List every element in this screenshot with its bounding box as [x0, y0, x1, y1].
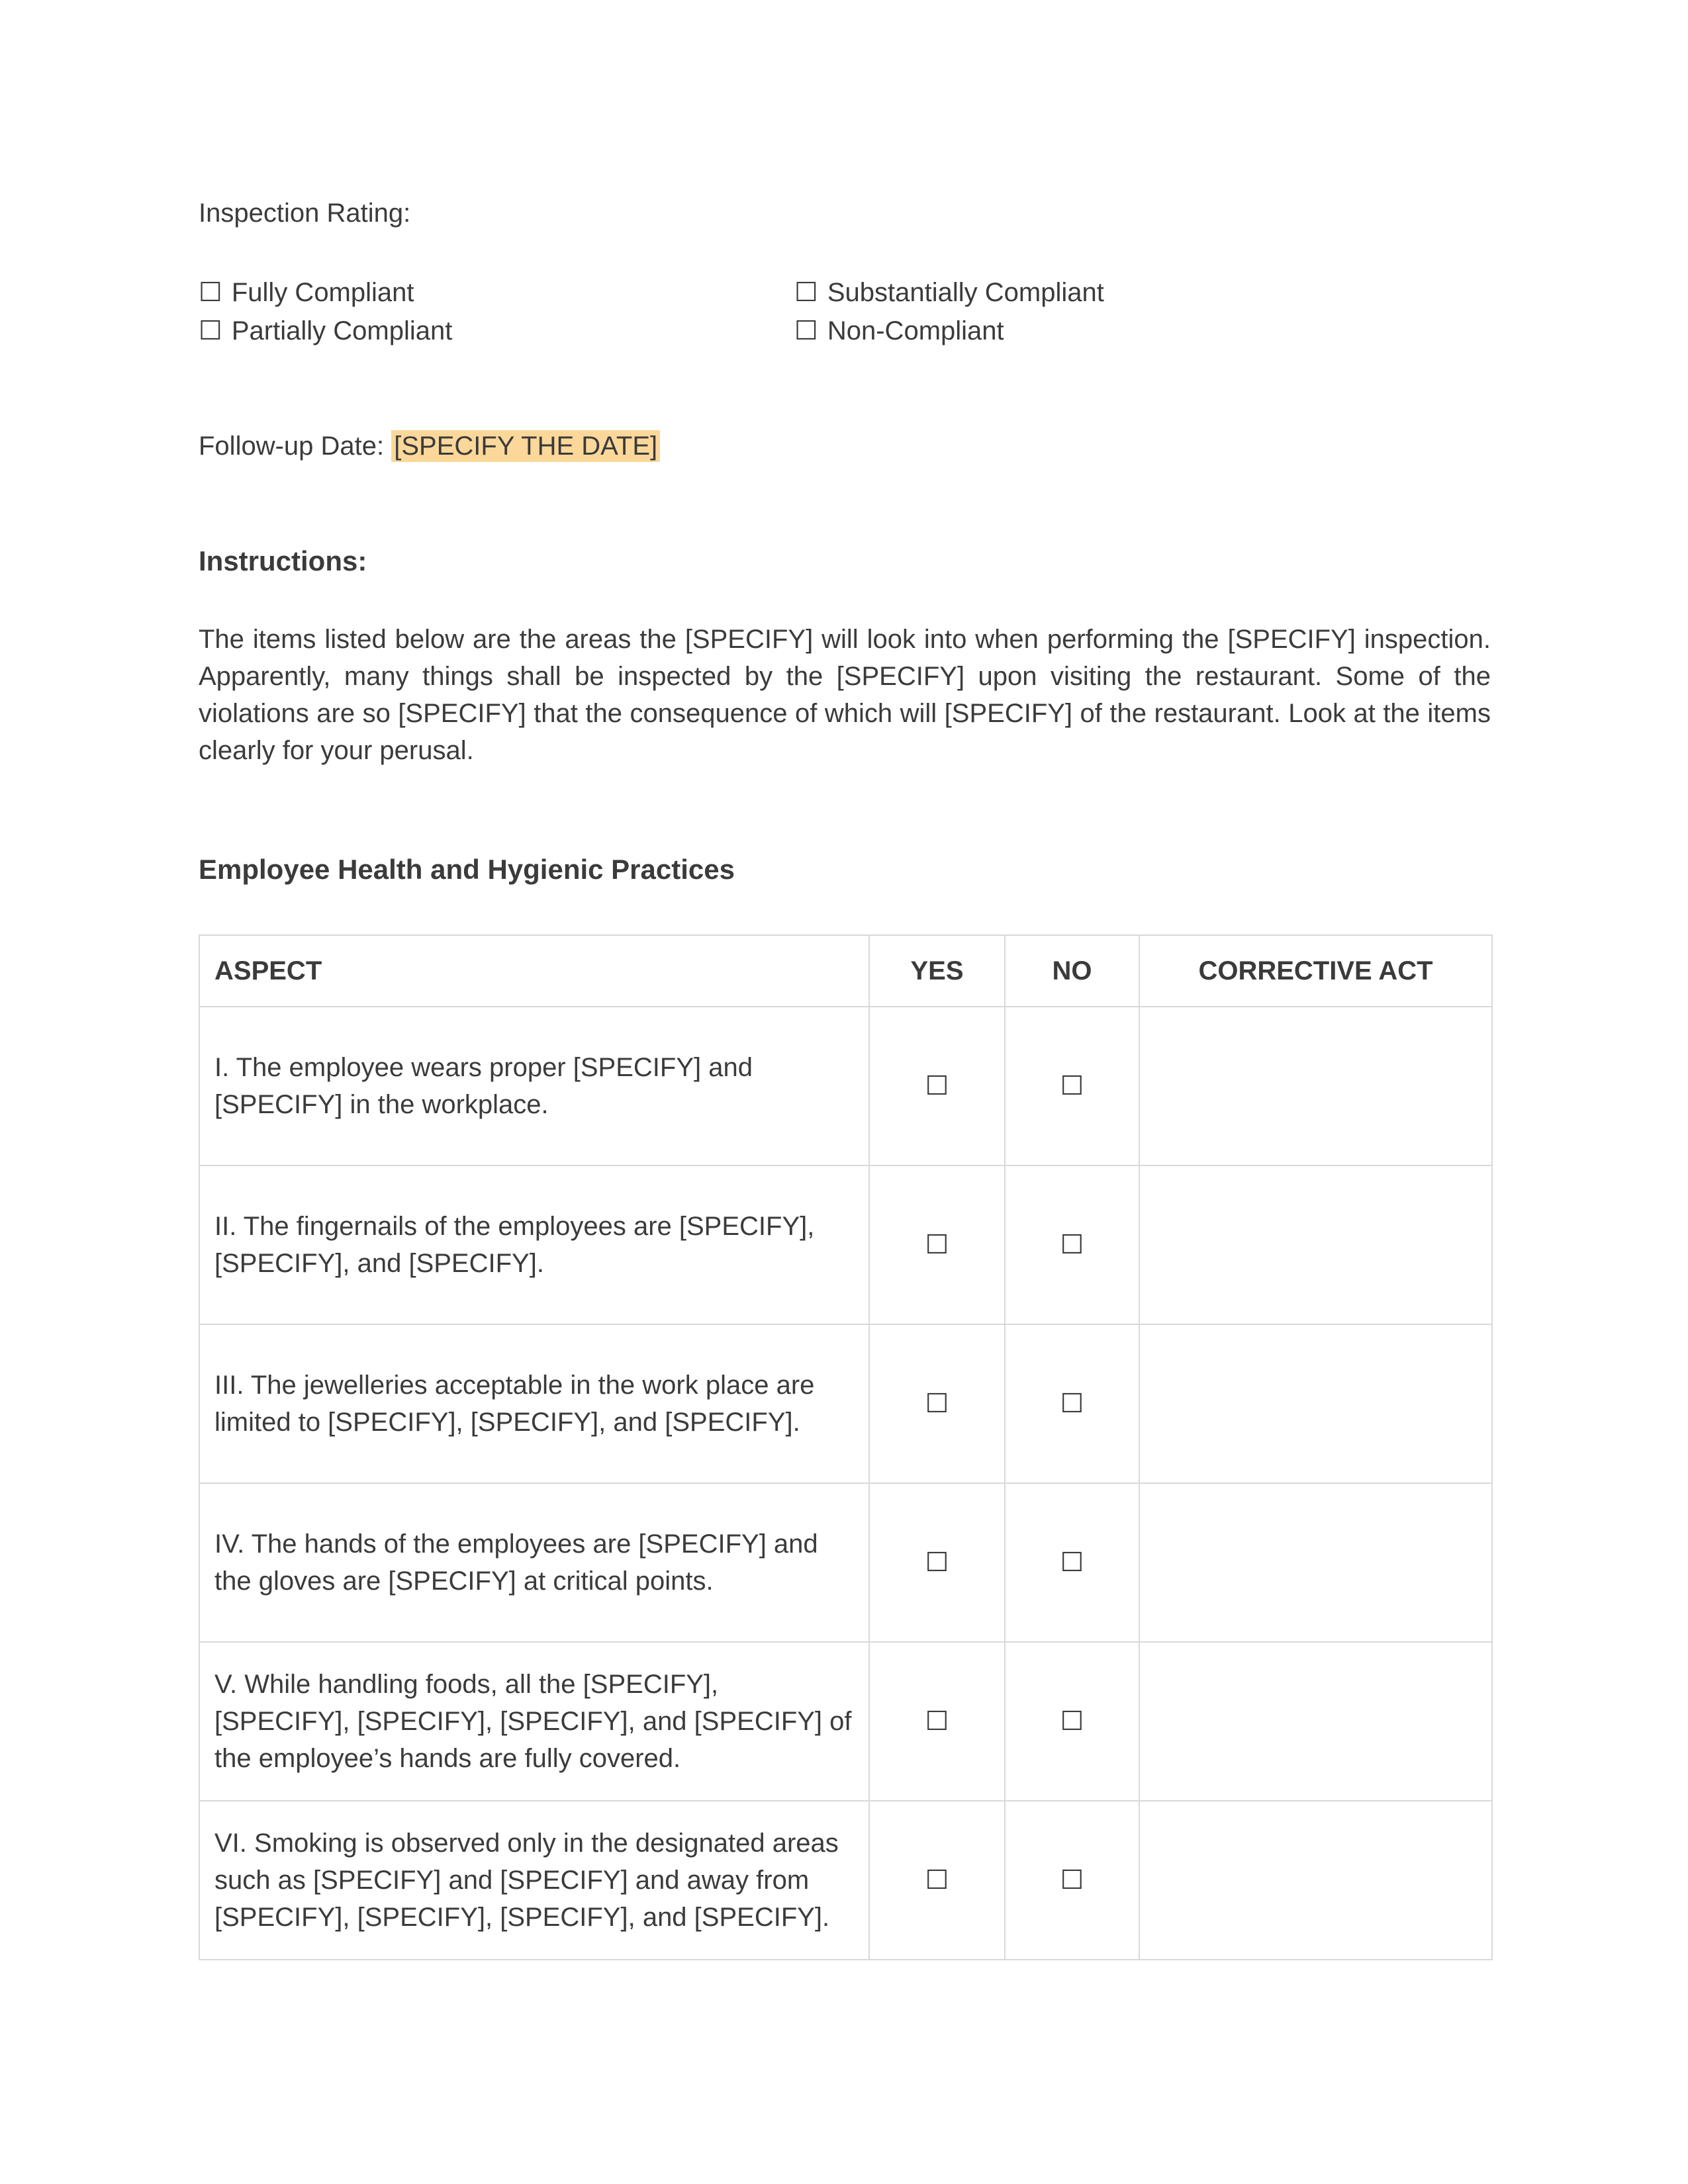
- inspection-rating-label: Inspection Rating:: [199, 199, 411, 228]
- corrective-act-cell[interactable]: [1139, 1801, 1492, 1960]
- rating-option-label: Fully Compliant: [231, 277, 414, 307]
- table-row: [199, 1324, 1492, 1483]
- checkbox-icon[interactable]: ☐: [199, 316, 222, 346]
- table-row: [199, 1007, 1492, 1165]
- table-row: [199, 1801, 1492, 1960]
- table-header-row: [199, 935, 1492, 1007]
- yes-checkbox[interactable]: ☐: [869, 1007, 1005, 1165]
- no-checkbox[interactable]: ☐: [1005, 1324, 1139, 1483]
- followup-date-placeholder[interactable]: [SPECIFY THE DATE]: [391, 430, 660, 462]
- rating-options: [199, 273, 1491, 353]
- aspect-cell: V. While handling foods, all the [SPECIFY], [SPECIFY], [SPECIFY], [SPECIFY], and [SPECIFY] of the employee’s hands are fully covered.: [199, 1642, 869, 1801]
- yes-checkbox[interactable]: ☐: [869, 1642, 1005, 1801]
- aspect-cell: IV. The hands of the employees are [SPECIFY] and the gloves are [SPECIFY] at critical points.: [199, 1483, 869, 1642]
- checkbox-icon[interactable]: ☐: [794, 277, 818, 308]
- rating-option-fully-compliant[interactable]: [199, 273, 414, 312]
- corrective-act-cell[interactable]: [1139, 1324, 1492, 1483]
- aspect-cell: II. The fingernails of the employees are [SPECIFY], [SPECIFY], and [SPECIFY].: [199, 1165, 869, 1324]
- instructions-heading: Instructions:: [199, 545, 367, 576]
- checklist-table: [199, 934, 1493, 1960]
- yes-checkbox[interactable]: ☐: [869, 1483, 1005, 1642]
- corrective-act-cell[interactable]: [1139, 1165, 1492, 1324]
- aspect-cell: VI. Smoking is observed only in the designated areas such as [SPECIFY] and [SPECIFY] and away from [SPECIFY], [SPECIFY], [SPECIFY], and [SPECIFY].: [199, 1801, 869, 1960]
- section-heading: Employee Health and Hygienic Practices: [199, 854, 735, 885]
- table-row: [199, 1165, 1492, 1324]
- yes-checkbox[interactable]: ☐: [869, 1165, 1005, 1324]
- corrective-act-cell[interactable]: [1139, 1007, 1492, 1165]
- rating-option-substantially-compliant[interactable]: [794, 273, 1104, 312]
- rating-option-partially-compliant[interactable]: [199, 312, 452, 350]
- header-corrective-act: CORRECTIVE ACT: [1139, 935, 1492, 1007]
- yes-checkbox[interactable]: ☐: [869, 1324, 1005, 1483]
- yes-checkbox[interactable]: ☐: [869, 1801, 1005, 1960]
- table-row: [199, 1483, 1492, 1642]
- rating-option-label: Partially Compliant: [231, 316, 453, 345]
- no-checkbox[interactable]: ☐: [1005, 1642, 1139, 1801]
- instructions-paragraph: The items listed below are the areas the [SPECIFY] will look into when performing the [SPECIFY] inspection. Apparently, many things shall be inspected by the [SPECIFY] upon visiting the restaurant. Some of the violations are so [SPECIFY] that the consequence of which will [SPECIFY] of the restaurant. Look at the items clearly for your perusal.: [199, 625, 1491, 765]
- header-no: NO: [1005, 935, 1139, 1007]
- corrective-act-cell[interactable]: [1139, 1483, 1492, 1642]
- no-checkbox[interactable]: ☐: [1005, 1483, 1139, 1642]
- checkbox-icon[interactable]: ☐: [794, 316, 818, 346]
- header-aspect: ASPECT: [199, 935, 869, 1007]
- corrective-act-cell[interactable]: [1139, 1642, 1492, 1801]
- aspect-cell: I. The employee wears proper [SPECIFY] and [SPECIFY] in the workplace.: [199, 1007, 869, 1165]
- no-checkbox[interactable]: ☐: [1005, 1165, 1139, 1324]
- rating-option-label: Non-Compliant: [827, 316, 1004, 345]
- followup-date-label: Follow-up Date:: [199, 432, 392, 461]
- followup-date: [199, 432, 660, 461]
- checkbox-icon[interactable]: ☐: [199, 277, 222, 308]
- no-checkbox[interactable]: ☐: [1005, 1801, 1139, 1960]
- rating-option-non-compliant[interactable]: [794, 312, 1004, 350]
- table-row: [199, 1642, 1492, 1801]
- aspect-cell: III. The jewelleries acceptable in the work place are limited to [SPECIFY], [SPECIFY], and [SPECIFY].: [199, 1324, 869, 1483]
- rating-option-label: Substantially Compliant: [827, 277, 1104, 307]
- no-checkbox[interactable]: ☐: [1005, 1007, 1139, 1165]
- header-yes: YES: [869, 935, 1005, 1007]
